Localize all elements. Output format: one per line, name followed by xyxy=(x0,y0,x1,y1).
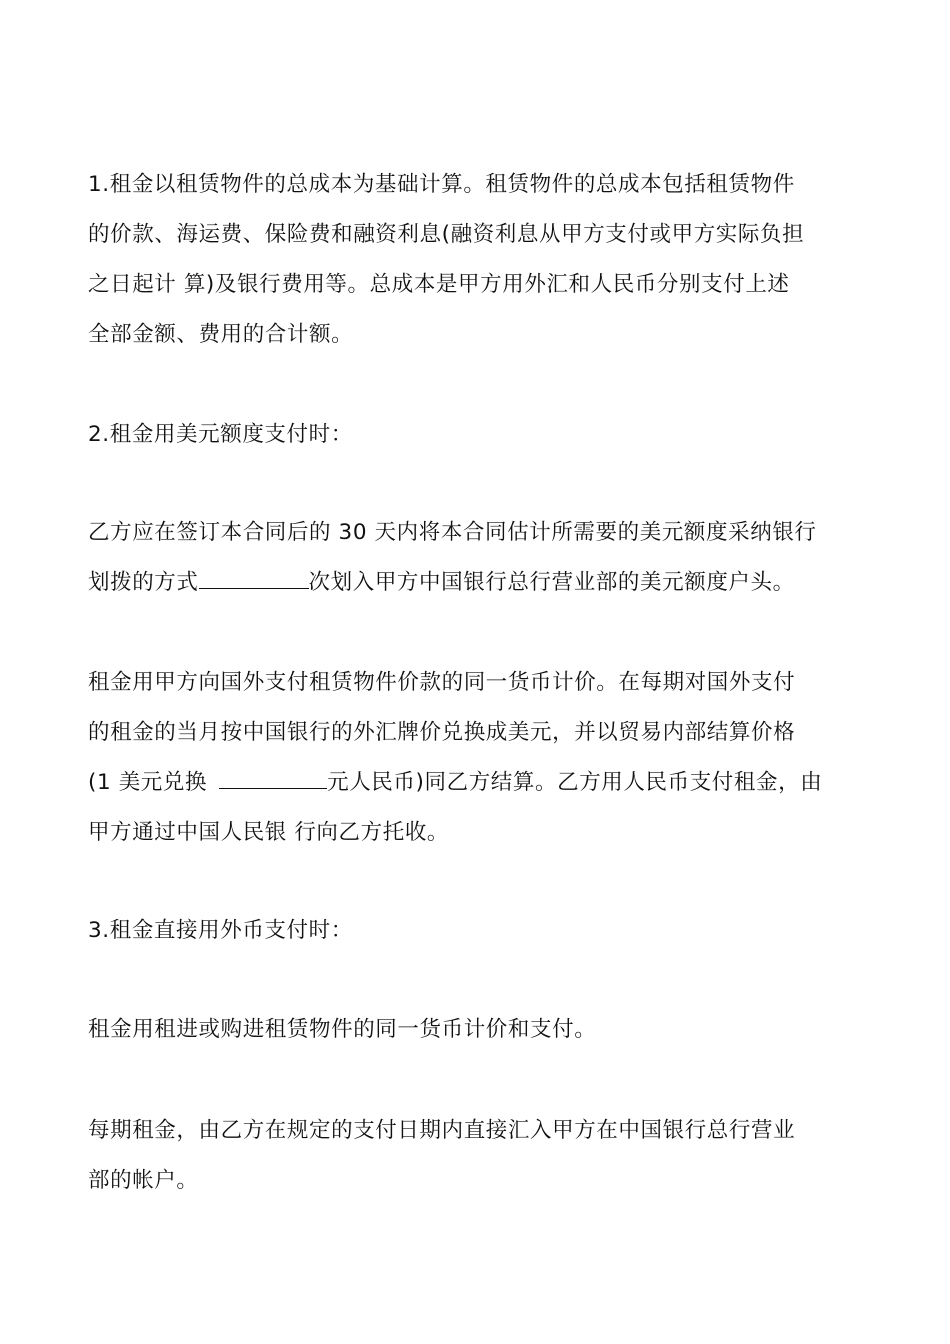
text-fragment: 元人民币)同乙方结算。乙方用人民币支付租金，由 xyxy=(327,770,823,795)
paragraph-usd-transfer xyxy=(88,508,864,608)
text-line: 租金用租进或购进租赁物件的同一货币计价和支付。 xyxy=(88,1017,597,1042)
text-fragment: 次划入甲方中国银行总行营业部的美元额度户头。 xyxy=(308,570,795,595)
text-line: 1.租金以租赁物件的总成本为基础计算。租赁物件的总成本包括租赁物件 xyxy=(88,172,795,197)
fill-in-blank xyxy=(199,570,309,589)
text-line: 全部金额、费用的合计额。 xyxy=(88,322,354,347)
text-line: 部的帐户。 xyxy=(88,1168,199,1193)
text-fragment: (1 美元兑换 xyxy=(88,770,208,795)
section-heading: 3.租金直接用外币支付时： xyxy=(88,918,353,943)
text-line: 租金用甲方向国外支付租赁物件价款的同一货币计价。在每期对国外支付 xyxy=(88,670,796,695)
paragraph-remittance xyxy=(88,1106,864,1206)
text-line: 甲方通过中国人民银 行向乙方托收。 xyxy=(88,820,450,845)
paragraph-currency-pricing xyxy=(88,658,864,858)
section-heading: 2.租金用美元额度支付时： xyxy=(88,422,353,447)
paragraph-rent-basis xyxy=(88,160,864,360)
text-line: 之日起计 算)及银行费用等。总成本是甲方用外汇和人民币分别支付上述 xyxy=(88,272,790,297)
text-fragment: 划拨的方式 xyxy=(88,570,199,595)
fill-in-blank xyxy=(219,770,327,789)
text-line: 乙方应在签订本合同后的 30 天内将本合同估计所需要的美元额度采纳银行 xyxy=(88,520,817,545)
text-line xyxy=(88,758,864,808)
text-line: 的租金的当月按中国银行的外汇牌价兑换成美元，并以贸易内部结算价格 xyxy=(88,720,796,745)
text-line: 的价款、海运费、保险费和融资利息(融资利息从甲方支付或甲方实际负担 xyxy=(88,222,805,247)
section-heading-usd-quota xyxy=(88,410,864,460)
section-heading-foreign-currency xyxy=(88,906,864,956)
text-line: 每期租金，由乙方在规定的支付日期内直接汇入甲方在中国银行总行营业 xyxy=(88,1118,796,1143)
text-line xyxy=(88,558,864,608)
paragraph-foreign-pricing xyxy=(88,1005,864,1055)
